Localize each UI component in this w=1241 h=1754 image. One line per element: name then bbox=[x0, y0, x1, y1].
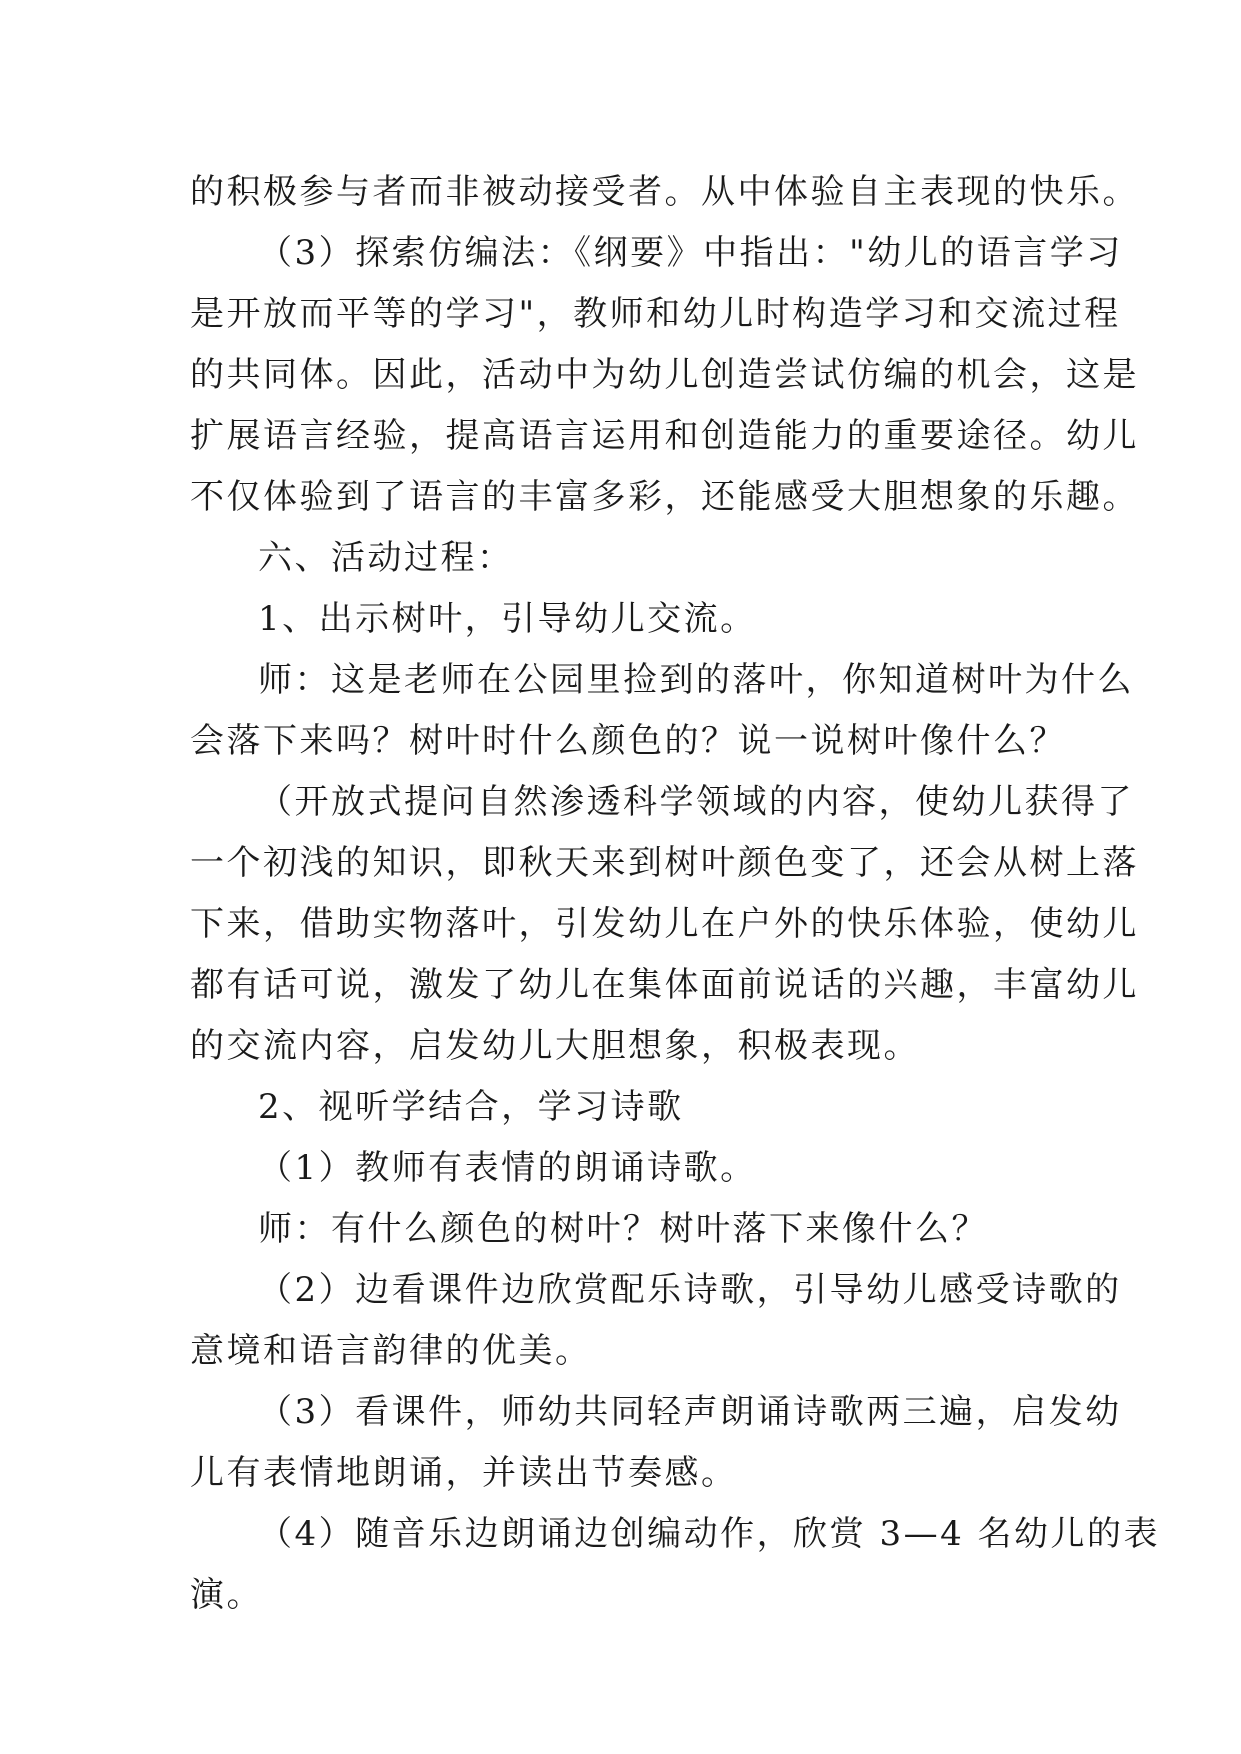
paragraph-line: （开放式提问自然渗透科学领域的内容，使幼儿获得了 bbox=[258, 782, 1134, 822]
paragraph-line: 儿有表情地朗诵，并读出节奏感。 bbox=[190, 1453, 738, 1493]
step-heading: 2、视听学结合，学习诗歌 bbox=[258, 1087, 684, 1127]
paragraph-line: 都有话可说，激发了幼儿在集体面前说话的兴趣，丰富幼儿 bbox=[190, 965, 1139, 1005]
paragraph-line: 的交流内容，启发幼儿大胆想象，积极表现。 bbox=[190, 1026, 920, 1066]
paragraph-line: 演。 bbox=[190, 1575, 263, 1615]
paragraph-line: 的积极参与者而非被动接受者。从中体验自主表现的快乐。 bbox=[190, 172, 1139, 212]
document-page bbox=[190, 162, 1161, 1626]
paragraph-line: 是开放而平等的学习"，教师和幼儿时构造学习和交流过程 bbox=[190, 294, 1121, 334]
paragraph-line: 师：这是老师在公园里捡到的落叶，你知道树叶为什么 bbox=[258, 660, 1134, 700]
paragraph-line: （4）随音乐边朗诵边创编动作，欣赏 3—4 名幼儿的表 bbox=[258, 1514, 1161, 1554]
paragraph-line: （1）教师有表情的朗诵诗歌。 bbox=[258, 1148, 757, 1188]
paragraph-line: 意境和语言韵律的优美。 bbox=[190, 1331, 592, 1371]
paragraph-line: 会落下来吗？树叶时什么颜色的？说一说树叶像什么？ bbox=[190, 721, 1066, 761]
paragraph-line: 一个初浅的知识，即秋天来到树叶颜色变了，还会从树上落 bbox=[190, 843, 1139, 883]
section-heading: 六、活动过程： bbox=[258, 538, 514, 578]
step-heading: 1、出示树叶，引导幼儿交流。 bbox=[258, 599, 757, 639]
paragraph-line: 不仅体验到了语言的丰富多彩，还能感受大胆想象的乐趣。 bbox=[190, 477, 1139, 517]
paragraph-line: 扩展语言经验，提高语言运用和创造能力的重要途径。幼儿 bbox=[190, 416, 1139, 456]
paragraph-line: 的共同体。因此，活动中为幼儿创造尝试仿编的机会，这是 bbox=[190, 355, 1139, 395]
paragraph-line: （3）看课件，师幼共同轻声朗诵诗歌两三遍，启发幼 bbox=[258, 1392, 1122, 1432]
paragraph-line: （3）探索仿编法：《纲要》中指出："幼儿的语言学习 bbox=[258, 233, 1123, 273]
paragraph-line: 下来，借助实物落叶，引发幼儿在户外的快乐体验，使幼儿 bbox=[190, 904, 1139, 944]
paragraph-line: 师：有什么颜色的树叶？树叶落下来像什么？ bbox=[258, 1209, 988, 1249]
paragraph-line: （2）边看课件边欣赏配乐诗歌，引导幼儿感受诗歌的 bbox=[258, 1270, 1122, 1310]
